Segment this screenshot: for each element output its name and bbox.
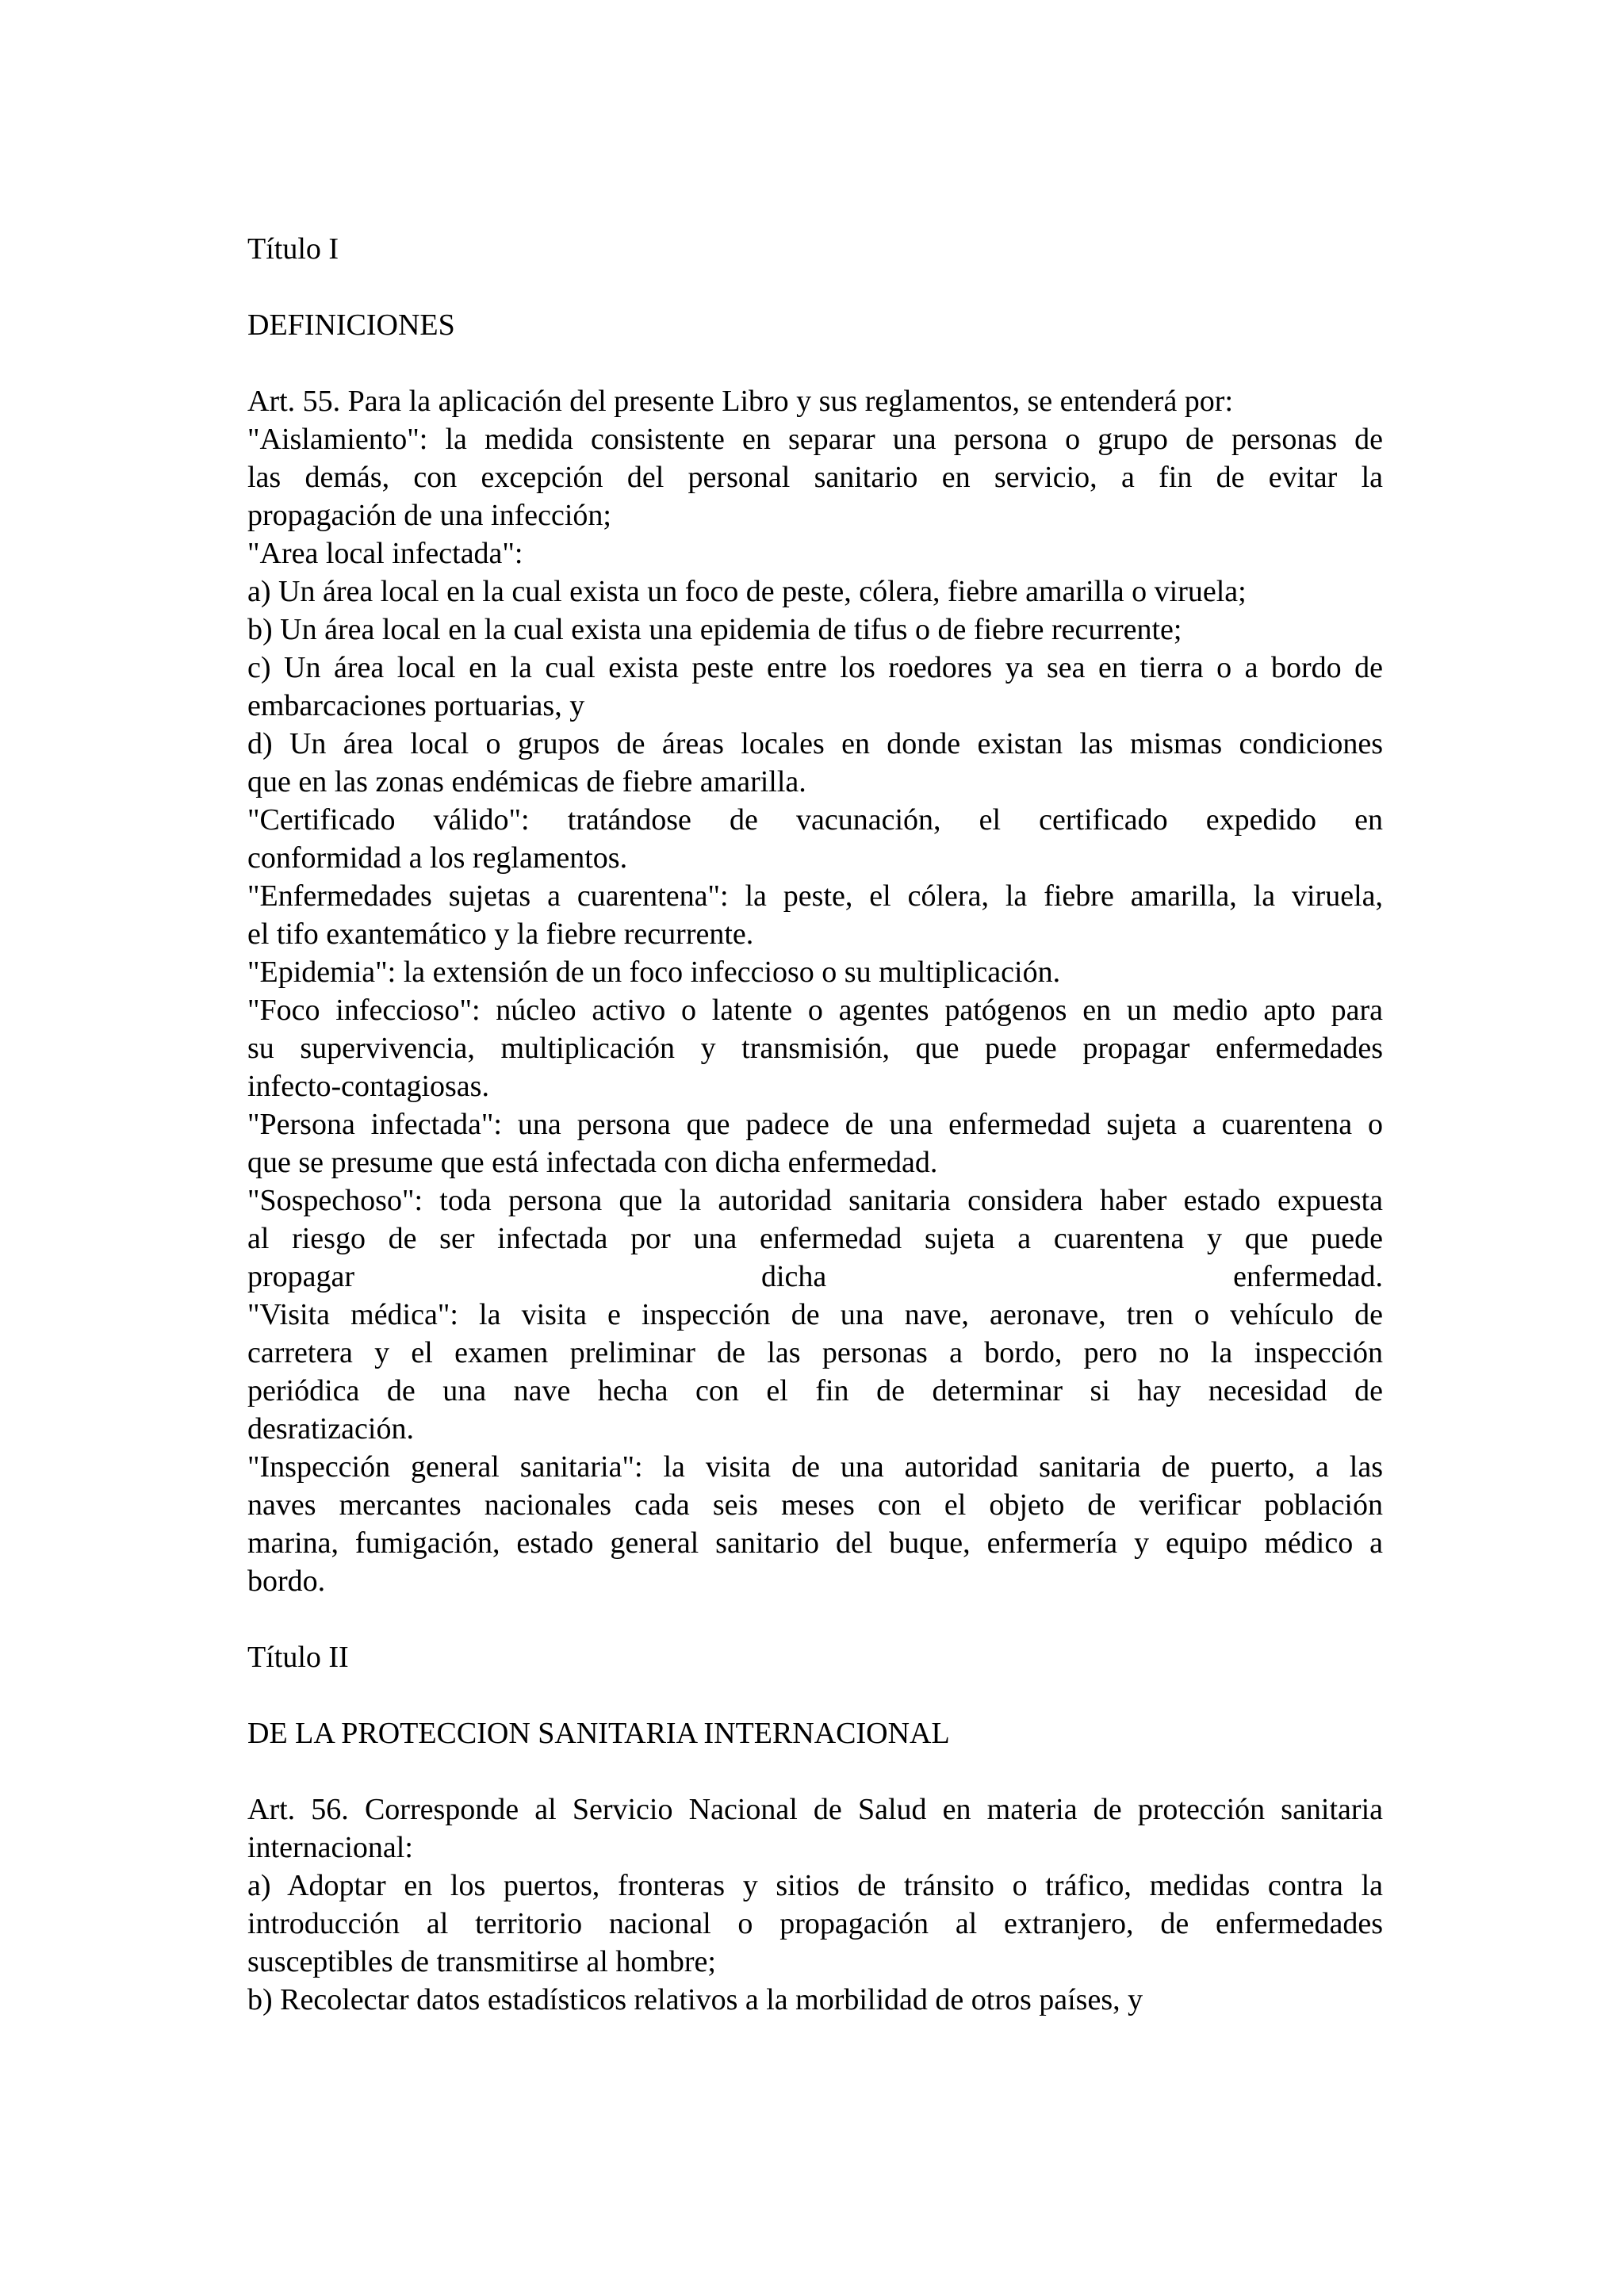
text-line: que se presume que está infectada con dicha enfermedad. — [247, 1146, 938, 1179]
section-heading: DE LA PROTECCION SANITARIA INTERNACIONAL — [247, 1717, 950, 1750]
section-heading: DEFINICIONES — [247, 308, 455, 342]
text-line: infecto-contagiosas. — [247, 1070, 489, 1103]
spacer — [247, 344, 1383, 382]
text-line: "Aislamiento": la medida consistente en separar una persona o grupo de personas de — [247, 423, 1383, 456]
text-line: "Inspección general sanitaria": la visita de una autoridad sanitaria de puerto, a las — [247, 1450, 1383, 1484]
text-line: embarcaciones portuarias, y — [247, 689, 585, 722]
text-line: propagación de una infección; — [247, 499, 611, 532]
text-line: "Certificado válido": tratándose de vacunación, el certificado expedido en — [247, 803, 1383, 837]
text-line: su supervivencia, multiplicación y transmisión, que puede propagar enfermedades — [247, 1032, 1383, 1065]
text-line: d) Un área local o grupos de áreas locales en donde existan las mismas condiciones — [247, 727, 1383, 760]
article-56 — [247, 1790, 1383, 2019]
text-line: c) Un área local en la cual exista peste entre los roedores ya sea en tierra o a bordo de — [247, 651, 1383, 684]
text-line: Art. 55. Para la aplicación del presente Libro y sus reglamentos, se entenderá por: — [247, 385, 1234, 418]
text-line: internacional: — [247, 1831, 413, 1864]
spacer — [247, 1600, 1383, 1638]
article-55 — [247, 382, 1383, 1600]
text-line: marina, fumigación, estado general sanitario del buque, enfermería y equipo médico a — [247, 1526, 1383, 1560]
text-line: "Persona infectada": una persona que padece de una enfermedad sujeta a cuarentena o — [247, 1108, 1383, 1141]
text-line: "Enfermedades sujetas a cuarentena": la peste, el cólera, la fiebre amarilla, la viruela, — [247, 879, 1383, 913]
text-line: propagar dicha enfermedad. — [247, 1260, 1383, 1293]
spacer — [247, 268, 1383, 306]
text-line: desratización. — [247, 1412, 414, 1446]
text-line: b) Un área local en la cual exista una epidemia de tifus o de fiebre recurrente; — [247, 613, 1182, 646]
text-line: naves mercantes nacionales cada seis meses con el objeto de verificar población — [247, 1488, 1383, 1522]
title-label: Título I — [247, 232, 339, 266]
title-label: Título II — [247, 1641, 349, 1674]
text-line: b) Recolectar datos estadísticos relativos a la morbilidad de otros países, y — [247, 1983, 1143, 2016]
document-page — [247, 230, 1383, 2019]
text-line: bordo. — [247, 1564, 326, 1598]
text-line: susceptibles de transmitirse al hombre; — [247, 1945, 716, 1978]
text-line: "Foco infeccioso": núcleo activo o latente o agentes patógenos en un medio apto para — [247, 994, 1383, 1027]
text-line: introducción al territorio nacional o propagación al extranjero, de enfermedades — [247, 1907, 1383, 1940]
text-line: carretera y el examen preliminar de las personas a bordo, pero no la inspección — [247, 1336, 1383, 1369]
text-line: "Sospechoso": toda persona que la autoridad sanitaria considera haber estado expuesta — [247, 1184, 1383, 1217]
text-line: a) Adoptar en los puertos, fronteras y sitios de tránsito o tráfico, medidas contra la — [247, 1869, 1383, 1902]
text-line: Art. 56. Corresponde al Servicio Nacional de Salud en materia de protección sanitaria — [247, 1793, 1383, 1826]
text-line: "Area local infectada": — [247, 537, 523, 570]
text-line: al riesgo de ser infectada por una enfermedad sujeta a cuarentena y que puede — [247, 1222, 1383, 1255]
text-line: "Visita médica": la visita e inspección de una nave, aeronave, tren o vehículo de — [247, 1298, 1383, 1331]
text-line: periódica de una nave hecha con el fin de determinar si hay necesidad de — [247, 1374, 1383, 1407]
text-line: a) Un área local en la cual exista un foco de peste, cólera, fiebre amarilla o viruela; — [247, 575, 1247, 608]
spacer — [247, 1752, 1383, 1790]
text-line: "Epidemia": la extensión de un foco infeccioso o su multiplicación. — [247, 956, 1061, 989]
spacer — [247, 1676, 1383, 1714]
text-line: las demás, con excepción del personal sanitario en servicio, a fin de evitar la — [247, 461, 1383, 494]
text-line: que en las zonas endémicas de fiebre amarilla. — [247, 765, 806, 798]
text-line: conformidad a los reglamentos. — [247, 841, 628, 875]
text-line: el tifo exantemático y la fiebre recurrente. — [247, 917, 754, 951]
